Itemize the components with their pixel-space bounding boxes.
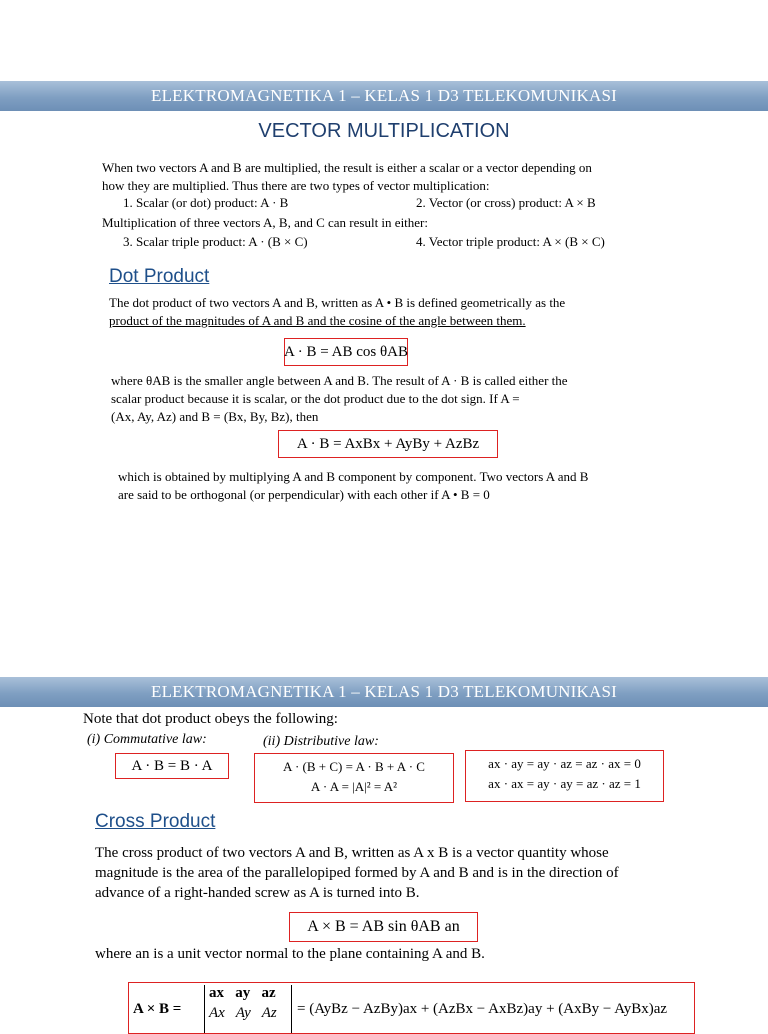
three-vectors-text: Multiplication of three vectors A, B, and C can result in either: — [102, 215, 429, 230]
cross-product-formula: A × B = AB sin θAB an — [307, 918, 460, 935]
self-dot-formula: A · A = |A|² = A² — [310, 779, 398, 794]
orthogonal-paragraph — [118, 468, 678, 504]
dot-product-formula-box — [284, 338, 408, 366]
cross-definition-line-3: advance of a right-handed screw as A is turned into B. — [95, 885, 420, 901]
commutative-law-formula: A · B = B · A — [131, 757, 213, 774]
cross-product-heading: Cross Product — [95, 811, 216, 832]
orthogonal-line-2: are said to be orthogonal (or perpendicular) with each other if A • B = 0 — [118, 487, 490, 502]
intro-line-2: how they are multiplied. Thus there are two types of vector multiplication: — [102, 178, 490, 193]
dot-definition — [109, 294, 669, 330]
commutative-law-box — [115, 753, 229, 779]
determinant-row-1: ax ay az — [209, 985, 276, 1001]
dot-definition-line-2: product of the magnitudes of A and B and the cosine of the angle between them. — [109, 313, 526, 328]
component-formula: A · B = AxBx + AyBy + AzBz — [296, 435, 480, 452]
component-formula-box — [278, 430, 498, 458]
slide2-banner: ELEKTROMAGNETIKA 1 – KELAS 1 D3 TELEKOMUNIKASI — [0, 677, 768, 707]
unit-orthogonal-formula: ax · ay = ay · az = az · ax = 0 — [488, 756, 641, 771]
determinant-row-2: Ax Ay Az — [209, 1005, 277, 1021]
cross-product-formula-box — [289, 912, 478, 942]
slide1-banner: ELEKTROMAGNETIKA 1 – KELAS 1 D3 TELEKOMUNIKASI — [0, 81, 768, 111]
dot-product-formula: A · B = AB cos θAB — [284, 343, 408, 360]
unit-normal-text: where an is a unit vector normal to the plane containing A and B. — [95, 946, 485, 962]
distributive-law-label: (ii) Distributive law: — [263, 734, 379, 749]
where-line-2: scalar product because it is scalar, or the dot product due to the dot sign. If A = — [111, 391, 520, 406]
unit-vector-box — [465, 750, 664, 802]
distributive-law-box — [254, 753, 454, 803]
determinant-lhs: A × B = — [133, 1001, 182, 1017]
determinant-box — [128, 982, 695, 1034]
determinant-rhs: = (AyBz − AzBy)ax + (AzBx − AxBz)ay + (AxBy − AyBx)az — [297, 1001, 668, 1017]
unit-self-formula: ax · ax = ay · ay = az · az = 1 — [488, 776, 641, 791]
where-line-1: where θAB is the smaller angle between A and B. The result of A · B is called either the — [111, 373, 568, 388]
where-paragraph — [111, 372, 671, 426]
where-line-3: (Ax, Ay, Az) and B = (Bx, By, Bz), then — [111, 409, 319, 424]
list-item-scalar-triple: 3. Scalar triple product: A · (B × C) — [123, 234, 308, 249]
list-item-vector-product: 2. Vector (or cross) product: A × B — [416, 195, 596, 210]
cross-definition-line-2: magnitude is the area of the parallelopiped formed by A and B and is in the direction of — [95, 865, 619, 881]
list-item-vector-triple: 4. Vector triple product: A × (B × C) — [416, 234, 605, 249]
distributive-law-formula: A · (B + C) = A · B + A · C — [283, 759, 425, 774]
cross-definition-line-1: The cross product of two vectors A and B, written as A x B is a vector quantity whose — [95, 845, 609, 861]
list-item-scalar-product: 1. Scalar (or dot) product: A · B — [123, 195, 289, 210]
intro-paragraph — [102, 159, 702, 195]
intro-line-1: When two vectors A and B are multiplied, the result is either a scalar or a vector depending on — [102, 160, 592, 175]
slide1-title: VECTOR MULTIPLICATION — [258, 120, 510, 142]
cross-definition — [95, 843, 715, 903]
orthogonal-line-1: which is obtained by multiplying A and B component by component. Two vectors A and B — [118, 469, 589, 484]
dot-product-heading: Dot Product — [109, 266, 210, 287]
commutative-law-label: (i) Commutative law: — [87, 732, 207, 747]
dot-definition-line-1: The dot product of two vectors A and B, written as A • B is defined geometrically as the — [109, 295, 566, 310]
determinant-matrix — [204, 985, 292, 1033]
note-text: Note that dot product obeys the following: — [83, 711, 338, 727]
